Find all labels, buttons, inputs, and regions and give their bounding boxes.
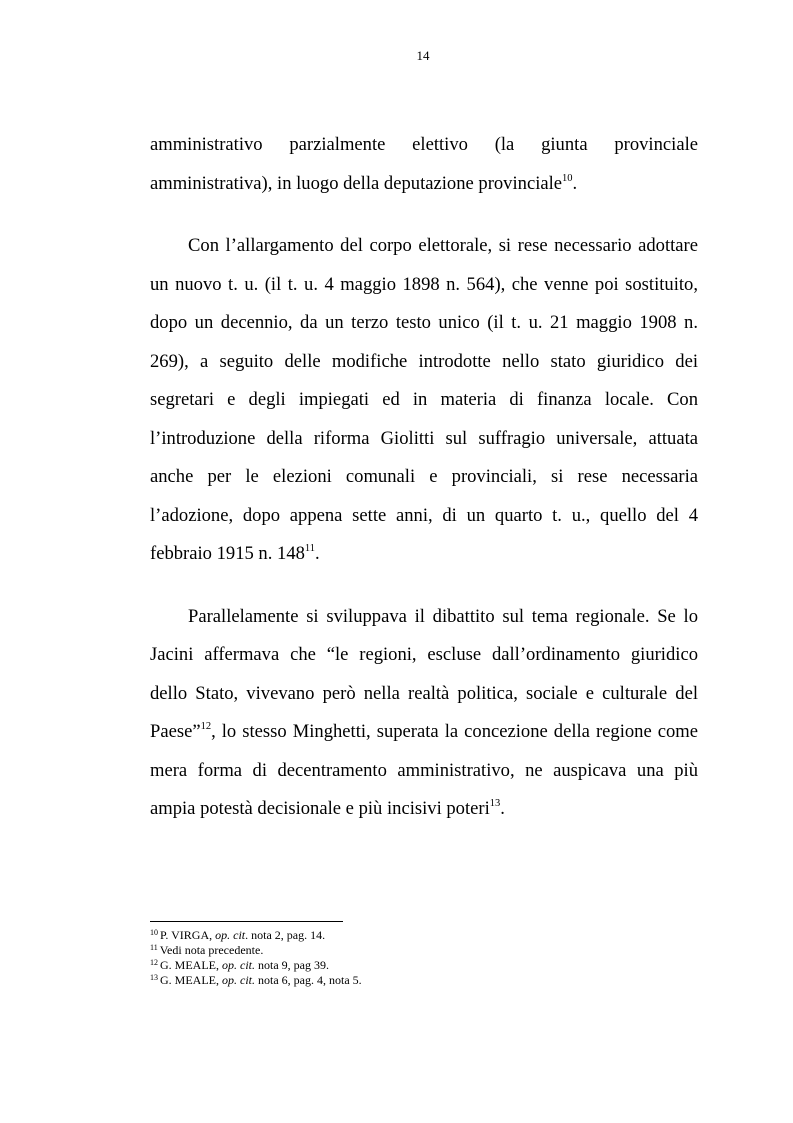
text-line [150, 675, 698, 714]
line-text: febbraio 1915 n. 148 [150, 543, 305, 564]
line-text: amministrativa), in luogo della deputazione provinciale [150, 172, 563, 194]
footnote-number: 10 [150, 928, 158, 937]
footnote-citation: op. cit [215, 928, 246, 942]
footnote [150, 943, 362, 958]
footnote-ref: 10 [562, 172, 573, 184]
line-text: Paese” [150, 721, 201, 742]
footnote-ref: 11 [304, 543, 316, 554]
footnote-ref: 12 [200, 721, 212, 732]
paragraph-gap [150, 574, 698, 598]
footnote-detail: . nota 2, pag. 14. [245, 928, 326, 942]
footnote-ref: 13 [489, 798, 501, 809]
text-line [150, 598, 698, 637]
footnote-detail: nota 6, pag. 4, nota 5. [255, 973, 362, 987]
paragraph [150, 227, 698, 574]
footnote [150, 928, 362, 943]
page-number: 14 [416, 48, 430, 63]
footnote [150, 958, 362, 973]
line-text-after: . [500, 798, 505, 819]
text-line [150, 790, 698, 829]
footnote-number: 12 [150, 958, 158, 967]
body-text [150, 126, 698, 829]
line-text: Jacini affermava che “le regioni, escluse dall’ordinamento giuridico [150, 644, 698, 665]
text-line [150, 126, 698, 165]
footnote-separator [150, 921, 343, 922]
text-line [150, 420, 698, 459]
text-line [150, 752, 698, 791]
line-text: un nuovo t. u. (il t. u. 4 maggio 1898 n. 564), che venne poi sostituito, [150, 273, 698, 295]
text-line [150, 636, 698, 675]
line-text: mera forma di decentramento amministrativo, ne auspicava una più [150, 759, 698, 781]
line-text: amministrativo parzialmente elettivo (la giunta provinciale [150, 134, 698, 155]
text-line [150, 713, 698, 752]
footnote-number: 11 [150, 943, 158, 952]
footnote-author: Vedi nota precedente. [159, 943, 264, 957]
paragraph [150, 126, 698, 203]
paragraph-gap [150, 203, 698, 227]
footnote-citation: op. cit. [222, 973, 255, 987]
line-text-after: . [315, 543, 320, 564]
text-line [150, 343, 698, 382]
line-text: l’adozione, dopo appena sette anni, di un quarto t. u., quello del 4 [150, 504, 698, 526]
line-text: Parallelamente si sviluppava il dibattito sul tema regionale. Se lo [188, 605, 698, 627]
text-line [150, 535, 698, 574]
footnote-number: 13 [150, 973, 158, 982]
text-line [150, 165, 698, 204]
text-line [150, 381, 698, 420]
line-text: l’introduzione della riforma Giolitti sul suffragio universale, attuata [150, 427, 698, 449]
line-text: Con l’allargamento del corpo elettorale, si rese necessario adottare [188, 235, 698, 256]
footnotes [150, 928, 362, 988]
line-text: anche per le elezioni comunali e provinciali, si rese necessaria [150, 466, 698, 487]
text-line [150, 458, 698, 497]
line-text: dopo un decennio, da un terzo testo unico (il t. u. 21 maggio 1908 n. [150, 312, 698, 333]
line-text: 269), a seguito delle modifiche introdotte nello stato giuridico dei [150, 350, 698, 372]
footnote [150, 973, 362, 988]
text-line [150, 304, 698, 343]
line-text-after: , lo stesso Minghetti, superata la concezione della regione come [211, 721, 698, 742]
footnote-author: G. MEALE, [160, 958, 219, 972]
line-text: ampia potestà decisionale e più incisivi poteri [150, 798, 490, 819]
footnote-author: G. MEALE, [160, 973, 219, 987]
line-text: segretari e degli impiegati ed in materia di finanza locale. Con [150, 389, 698, 410]
text-line [150, 497, 698, 536]
footnote-detail: nota 9, pag 39. [255, 958, 329, 972]
text-line [150, 227, 698, 266]
text-line [150, 266, 698, 305]
line-text-after: . [572, 172, 578, 194]
line-text: dello Stato, vivevano però nella realtà politica, sociale e culturale del [150, 682, 698, 704]
paragraph [150, 598, 698, 829]
footnote-author: P. VIRGA, [160, 928, 213, 942]
footnote-citation: op. cit. [222, 958, 255, 972]
